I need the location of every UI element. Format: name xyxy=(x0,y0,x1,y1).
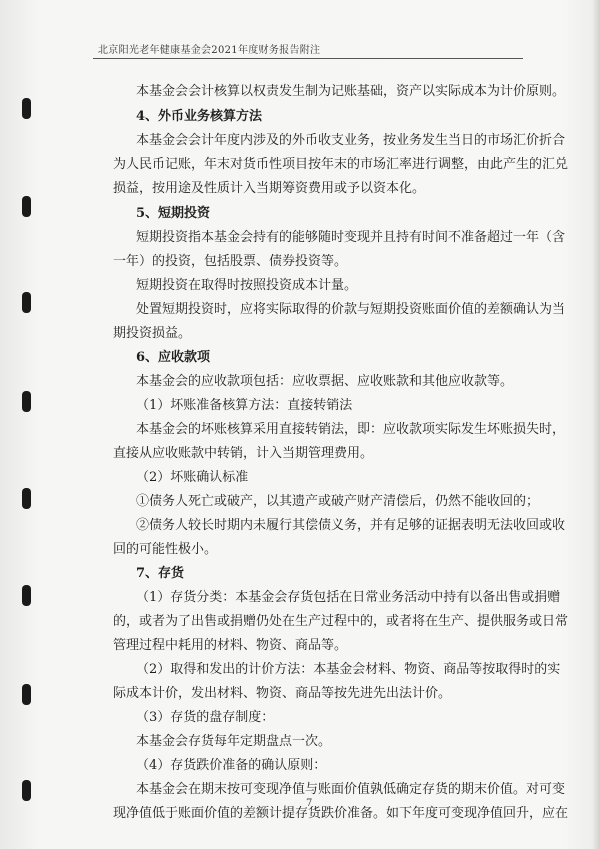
page-number: 7 xyxy=(306,798,313,809)
text-line: 本基金会存货每年定期盘点一次。 xyxy=(136,734,332,749)
section-heading: 5、短期投资 xyxy=(136,206,211,221)
text-line: 管理过程中耗用的材料、物资、商品等。 xyxy=(113,638,348,653)
text-line: ①债务人死亡或破产，以其遗产或破产财产清偿后，仍然不能收回的； xyxy=(136,494,540,509)
text-line: 处置短期投资时，应将实际取得的价款与短期投资账面价值的差额确认为当 xyxy=(136,302,566,317)
text-line: 回的可能性极小。 xyxy=(113,542,218,557)
section-heading: 6、应收款项 xyxy=(136,350,211,365)
text-line: 期投资损益。 xyxy=(113,326,192,341)
text-line: 本基金会的坏账核算采用直接转销法，即：应收款项实际发生坏账损失时， xyxy=(136,422,566,437)
binder-hole xyxy=(22,488,31,509)
text-line: （1）存货分类：本基金会存货包括在日常业务活动中持有以备出售或捐赠 xyxy=(136,590,561,605)
text-line: 为人民币记账，年末对货币性项目按年末的市场汇率进行调整，由此产生的汇兑 xyxy=(113,157,569,172)
text-line: 本基金会在期末按可变现净值与账面价值孰低确定存货的期末价值。对可变 xyxy=(136,782,566,797)
text-line: 损益，按用途及性质计入当期筹资费用或予以资本化。 xyxy=(113,181,426,196)
binder-hole xyxy=(22,391,31,412)
text-line: 本基金会会计核算以权责发生制为记账基础，资产以实际成本为计价原则。 xyxy=(136,84,566,99)
text-line: （4）存货跌价准备的确认原则： xyxy=(136,758,327,773)
text-line: 现净值低于账面价值的差额计提存货跌价准备。如下年度可变现净值回升，应在 xyxy=(113,806,569,821)
text-line: 一年）的投资，包括股票、债券投资等。 xyxy=(113,254,348,269)
text-line: 的，或者为了出售或捐赠仍处在生产过程中的，或者将在生产、提供服务或日常 xyxy=(113,614,569,629)
binder-hole xyxy=(22,196,31,217)
page-header: 北京阳光老年健康基金会2021年度财务报告附注 xyxy=(98,45,321,56)
text-line: （2）坏账确认标准 xyxy=(136,470,249,485)
binder-hole xyxy=(22,292,31,313)
text-line: 短期投资指本基金会持有的能够随时变现并且持有时间不准备超过一年（含 xyxy=(136,230,566,245)
binder-hole xyxy=(22,780,31,801)
section-heading: 4、外币业务核算方法 xyxy=(136,109,263,124)
text-line: 际成本计价，发出材料、物资、商品等按先进先出法计价。 xyxy=(113,686,452,701)
binder-hole xyxy=(22,585,31,606)
text-line: 本基金会的应收款项包括：应收票据、应收账款和其他应收款等。 xyxy=(136,374,514,389)
binder-hole xyxy=(22,684,31,705)
text-line: （3）存货的盘存制度： xyxy=(136,710,275,725)
text-line: 直接从应收账款中转销，计入当期管理费用。 xyxy=(113,446,374,461)
text-line: 本基金会会计年度内涉及的外币收支业务，按业务发生当日的市场汇价折合 xyxy=(136,133,566,148)
text-line: ②债务人较长时期内未履行其偿债义务，并有足够的证据表明无法收回或收 xyxy=(136,518,566,533)
section-heading: 7、存货 xyxy=(136,566,185,581)
text-line: 短期投资在取得时按照投资成本计量。 xyxy=(136,278,358,293)
page-edge-shadow xyxy=(592,0,600,849)
text-line: （2）取得和发出的计价方法：本基金会材料、物资、商品等按取得时的实 xyxy=(136,662,561,677)
header-rule xyxy=(93,58,523,59)
text-line: （1）坏账准备核算方法：直接转销法 xyxy=(136,398,353,413)
binder-hole xyxy=(22,98,31,119)
